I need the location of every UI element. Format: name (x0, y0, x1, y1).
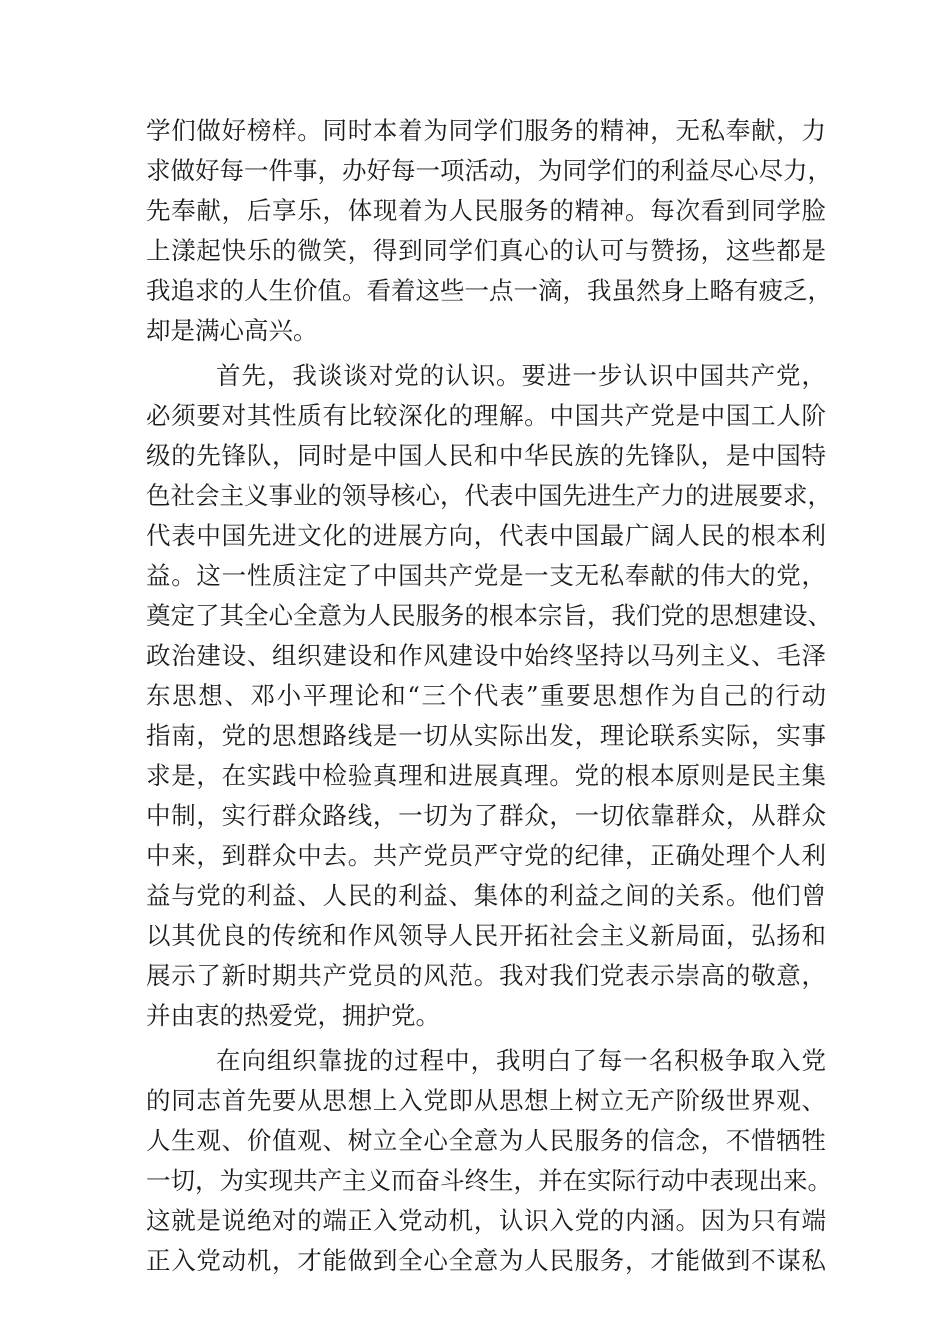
text-line: 人生观、价值观、树立全心全意为人民服务的信念，不惜牺牲 (146, 1126, 826, 1155)
text-line: 首先，我谈谈对党的认识。要进一步认识中国共产党， (216, 361, 826, 390)
text-line: 一切，为实现共产主义而奋斗终生，并在实际行动中表现出来。 (146, 1166, 832, 1195)
text-line: 展示了新时期共产党员的风范。我对我们党表示崇高的敬意， (146, 961, 826, 990)
text-line: 这就是说绝对的端正入党动机，认识入党的内涵。因为只有端 (146, 1206, 826, 1235)
text-line: 代表中国先进文化的进展方向，代表中国最广阔人民的根本利 (146, 521, 826, 550)
text-line: 学们做好榜样。同时本着为同学们服务的精神，无私奉献，力 (146, 116, 826, 145)
text-line: 正入党动机，才能做到全心全意为人民服务，才能做到不谋私 (146, 1246, 826, 1275)
text-line: 政治建设、组织建设和作风建设中始终坚持以马列主义、毛泽 (146, 641, 826, 670)
text-line: 在向组织靠拢的过程中，我明白了每一名积极争取入党 (216, 1046, 826, 1075)
text-line: 色社会主义事业的领导核心，代表中国先进生产力的进展要求， (146, 481, 832, 510)
paragraph-1 (146, 111, 832, 351)
text-line: 东思想、邓小平理论和“三个代表”重要思想作为自己的行动 (146, 681, 826, 710)
text-line: 求做好每一件事，办好每一项活动，为同学们的利益尽心尽力， (146, 156, 832, 185)
paragraph-2 (146, 356, 832, 1036)
text-line: 先奉献，后享乐，体现着为人民服务的精神。每次看到同学脸 (146, 196, 826, 225)
text-line: 的同志首先要从思想上入党即从思想上树立无产阶级世界观、 (146, 1086, 826, 1115)
body-text (146, 111, 832, 1281)
text-line: 益。这一性质注定了中国共产党是一支无私奉献的伟大的党， (146, 561, 826, 590)
text-line: 却是满心高兴。 (146, 316, 318, 345)
text-line: 并由衷的热爱党，拥护党。 (146, 1001, 440, 1030)
text-line: 以其优良的传统和作风领导人民开拓社会主义新局面，弘扬和 (146, 921, 826, 950)
paragraph-3 (146, 1041, 832, 1281)
text-line: 必须要对其性质有比较深化的理解。中国共产党是中国工人阶 (146, 401, 826, 430)
text-line: 中来，到群众中去。共产党员严守党的纪律，正确处理个人利 (146, 841, 826, 870)
text-line: 我追求的人生价值。看着这些一点一滴，我虽然身上略有疲乏， (146, 276, 832, 305)
text-line: 求是，在实践中检验真理和进展真理。党的根本原则是民主集 (146, 761, 826, 790)
text-line: 上漾起快乐的微笑，得到同学们真心的认可与赞扬，这些都是 (146, 236, 826, 265)
text-line: 级的先锋队，同时是中国人民和中华民族的先锋队，是中国特 (146, 441, 826, 470)
text-line: 中制，实行群众路线，一切为了群众，一切依靠群众，从群众 (146, 801, 826, 830)
text-line: 益与党的利益、人民的利益、集体的利益之间的关系。他们曾 (146, 881, 826, 910)
text-line: 指南，党的思想路线是一切从实际出发，理论联系实际，实事 (146, 721, 826, 750)
text-line: 奠定了其全心全意为人民服务的根本宗旨，我们党的思想建设、 (146, 601, 832, 630)
